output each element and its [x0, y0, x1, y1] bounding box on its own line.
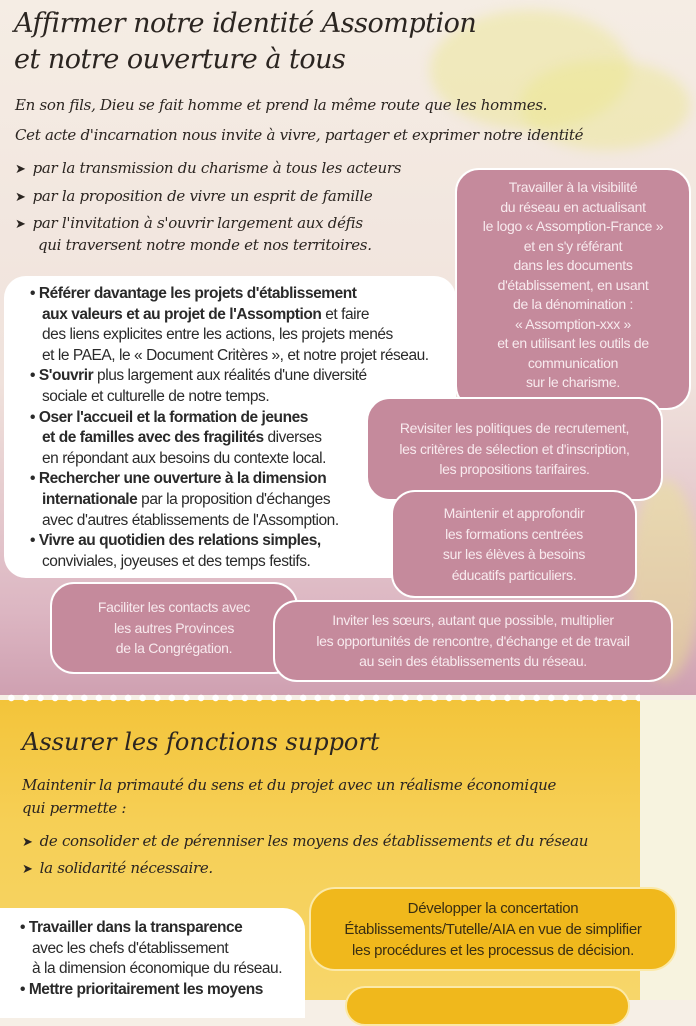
box-text-line: Revisiter les politiques de recrutement,: [399, 420, 630, 437]
bullet-item: [15, 159, 401, 177]
action-box-concertation: [309, 887, 677, 971]
list-item: • Rechercher une ouverture à la dimension internationale par la proposition d'échanges avec d'autres établissements de l'Assomption.: [30, 470, 339, 529]
arrow-icon: ➤: [15, 162, 26, 177]
box-text-line: Travailler à la visibilité: [508, 179, 638, 195]
bullet-item: [22, 859, 213, 877]
box-text-line: les critères de sélection et d'inscription,: [399, 440, 630, 457]
box-text-line: éducatifs particuliers.: [451, 566, 577, 583]
support-list: [0, 908, 305, 1018]
list-item: • Travailler dans la transparence avec les chefs d'établissement à la dimension économique du réseau.: [20, 919, 283, 978]
bullet-text: par l'invitation à s'ouvrir largement aux défis: [32, 214, 363, 232]
box-text-line: les autres Provinces: [113, 619, 235, 636]
box-text-line: sur les élèves à besoins: [442, 546, 586, 562]
section-title: et notre ouverture à tous: [14, 44, 346, 75]
list-item: • Oser l'accueil et la formation de jeunes et de familles avec des fragilités diverses en répondant aux besoins du contexte local.: [30, 408, 326, 467]
dotted-divider: [4, 693, 640, 703]
action-box-sisters: [273, 600, 673, 682]
arrow-icon: ➤: [22, 862, 33, 877]
action-box: [345, 986, 630, 1026]
box-text-line: et en utilisant les outils de: [497, 335, 649, 351]
box-text-line: d'établissement, en usant: [497, 276, 649, 293]
box-text-line: au sein des établissements du réseau.: [359, 653, 587, 670]
action-box-training: [391, 490, 637, 598]
intro-text: Maintenir la primauté du sens et du projet avec un réalisme économique: [22, 776, 557, 794]
section-title: Assurer les fonctions support: [22, 728, 380, 756]
box-text-line: dans les documents: [513, 257, 633, 273]
bullet-text: par la proposition de vivre un esprit de famille: [32, 187, 373, 205]
bullet-item: [22, 832, 588, 850]
intro-text: qui permette :: [22, 799, 127, 817]
box-text-line: Établissements/Tutelle/AIA en vue de simplifier: [344, 920, 642, 938]
arrow-icon: ➤: [15, 190, 26, 205]
bullet-text: par la transmission du charisme à tous les acteurs: [32, 159, 402, 177]
list-item: • S'ouvrir plus largement aux réalités d'une diversité sociale et culturelle de notre temps.: [30, 367, 367, 405]
section-title: Affirmer notre identité Assomption: [14, 8, 477, 39]
list-item: • Mettre prioritairement les moyens: [20, 980, 263, 998]
intro-text: Cet acte d'incarnation nous invite à vivre, partager et exprimer notre identité: [15, 126, 584, 144]
list-item: • Vivre au quotidien des relations simples, conviviales, joyeuses et des temps festifs.: [30, 532, 321, 570]
arrow-icon: ➤: [15, 217, 26, 232]
box-text-line: le logo « Assomption-France »: [482, 218, 664, 234]
box-text-line: Développer la concertation: [407, 899, 579, 917]
bullet-item: [15, 187, 372, 205]
arrow-icon: ➤: [22, 835, 33, 850]
box-text-line: et en s'y référant: [523, 237, 623, 254]
action-box-provinces: [50, 582, 298, 674]
action-box-recruitment: [366, 397, 663, 501]
box-text-line: Inviter les sœurs, autant que possible, multiplier: [332, 612, 614, 629]
box-text-line: les procédures et les processus de décision.: [352, 941, 634, 959]
box-text-line: de la dénomination :: [512, 296, 634, 312]
box-text-line: Maintenir et approfondir: [443, 505, 585, 521]
box-text-line: Faciliter les contacts avec: [97, 599, 251, 616]
list-item: • Référer davantage les projets d'établissement aux valeurs et au projet de l'Assomption et faire des liens explicites entre les actions, les projets menés et le PAEA, le « Document Critères », et notre projet réseau.: [30, 285, 429, 364]
bullet-item: [15, 214, 363, 232]
box-text-line: du réseau en actualisant: [500, 198, 646, 215]
box-text-line: sur le charisme.: [525, 374, 620, 390]
box-text-line: les propositions tarifaires.: [439, 461, 590, 478]
box-text-line: communication: [527, 354, 619, 371]
bullet-text: qui traversent notre monde et nos territoires.: [38, 236, 372, 254]
action-box-visibility: [455, 168, 691, 410]
bullet-text: la solidarité nécessaire.: [39, 859, 213, 877]
box-text-line: les opportunités de rencontre, d'échange et de travail: [316, 632, 630, 649]
box-text-line: les formations centrées: [445, 525, 583, 542]
bullet-text: de consolider et de pérenniser les moyens des établissements et du réseau: [39, 832, 589, 850]
intro-text: En son fils, Dieu se fait homme et prend la même route que les hommes.: [15, 96, 548, 114]
box-text-line: « Assomption-xxx »: [515, 315, 631, 332]
box-text-line: de la Congrégation.: [115, 640, 233, 657]
